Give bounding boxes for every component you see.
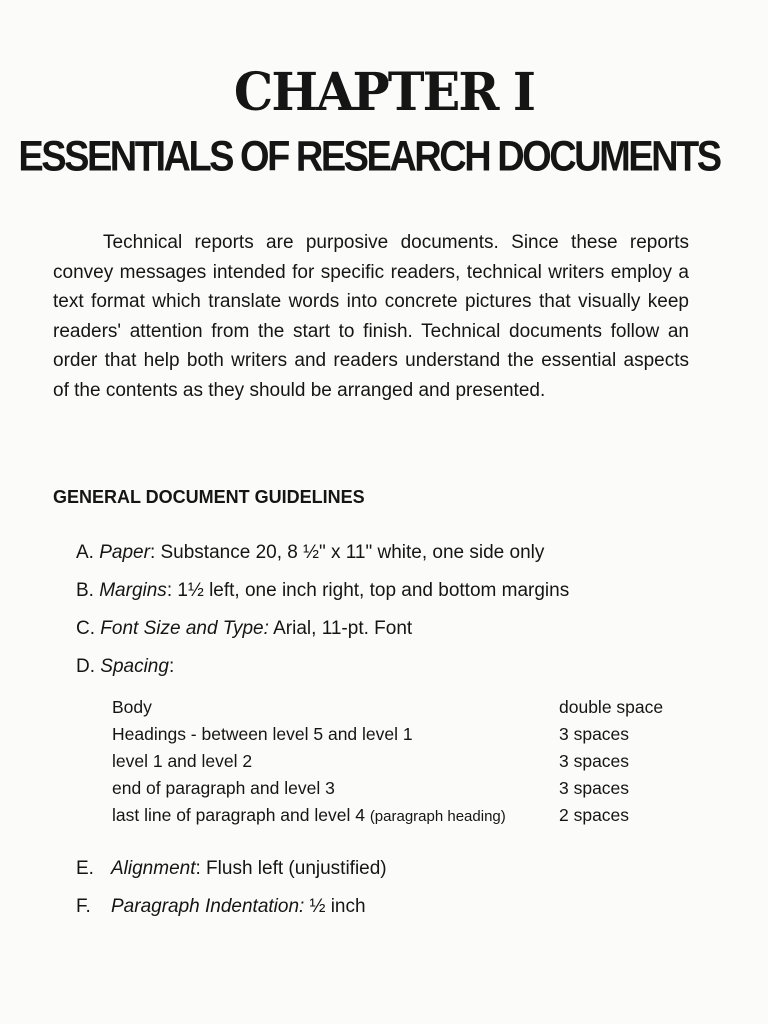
spacing-label-text: end of paragraph and level 3 (112, 778, 335, 798)
guideline-paper (76, 540, 716, 578)
guideline-detail: Substance 20, 8 ½" x 11" white, one side only (155, 542, 545, 563)
section-heading: GENERAL DOCUMENT GUIDELINES (53, 487, 365, 507)
spacing-label-text: last line of paragraph and level 4 (112, 805, 370, 825)
guideline-term: Alignment (111, 858, 196, 879)
guideline-separator: : (195, 858, 201, 879)
spacing-row (112, 748, 692, 775)
spacing-row (112, 802, 692, 829)
guideline-alignment (76, 856, 387, 894)
spacing-label (112, 721, 413, 749)
spacing-label (112, 694, 152, 722)
guideline-letter: A. (76, 542, 94, 563)
spacing-value: 2 spaces (559, 805, 630, 825)
guidelines-list-continued (76, 856, 387, 932)
spacing-label-text: Body (112, 697, 152, 717)
spacing-row (112, 694, 692, 721)
guideline-separator: : (166, 580, 173, 601)
intro-paragraph: Technical reports are purposive documents. Since these reports convey messages intended for specific readers, technical writers employ a text format which translate words into concrete pictures that visually keep readers' attention from the start to finish. Technical documents follow an order that help both writers and readers understand the essential aspects of the contents as they should be arranged and presented. (53, 232, 689, 401)
spacing-value: 3 spaces (559, 724, 630, 744)
guideline-term: Paragraph Indentation: (111, 896, 305, 917)
guideline-detail: ½ inch (304, 896, 366, 917)
guideline-term: Spacing (100, 656, 169, 677)
guideline-spacing (76, 654, 716, 692)
guideline-term: Paper (99, 542, 150, 563)
spacing-label (112, 775, 335, 803)
guideline-term: Font Size and Type: (100, 618, 269, 639)
guideline-letter: D. (76, 656, 95, 677)
guideline-font (76, 616, 716, 654)
guideline-indentation (76, 894, 387, 932)
guideline-letter: F. (76, 896, 91, 917)
guideline-detail: 1½ left, one inch right, top and bottom margins (172, 580, 570, 601)
spacing-table (112, 694, 692, 829)
guideline-letter: C. (76, 618, 95, 639)
spacing-label (112, 748, 252, 776)
spacing-value: double space (559, 697, 664, 717)
spacing-label (112, 802, 506, 830)
spacing-value: 3 spaces (559, 751, 630, 771)
guideline-letter: E. (76, 858, 94, 879)
guideline-separator: : (149, 542, 156, 563)
chapter-heading: CHAPTER I (233, 62, 535, 123)
guideline-letter: B. (76, 580, 94, 601)
spacing-label-text: Headings - between level 5 and level 1 (112, 724, 413, 744)
guideline-separator: : (168, 656, 175, 677)
spacing-label-text: level 1 and level 2 (112, 751, 253, 771)
guideline-detail: Flush left (unjustified) (200, 858, 387, 879)
document-title: ESSENTIALS OF RESEARCH DOCUMENTS (18, 133, 720, 181)
spacing-row (112, 775, 692, 802)
guidelines-list (76, 540, 716, 692)
spacing-note: (paragraph heading) (369, 808, 506, 825)
guideline-detail: Arial, 11-pt. Font (268, 618, 413, 639)
spacing-row (112, 721, 692, 748)
guideline-term: Margins (99, 580, 167, 601)
guideline-margins (76, 578, 716, 616)
spacing-value: 3 spaces (559, 778, 630, 798)
